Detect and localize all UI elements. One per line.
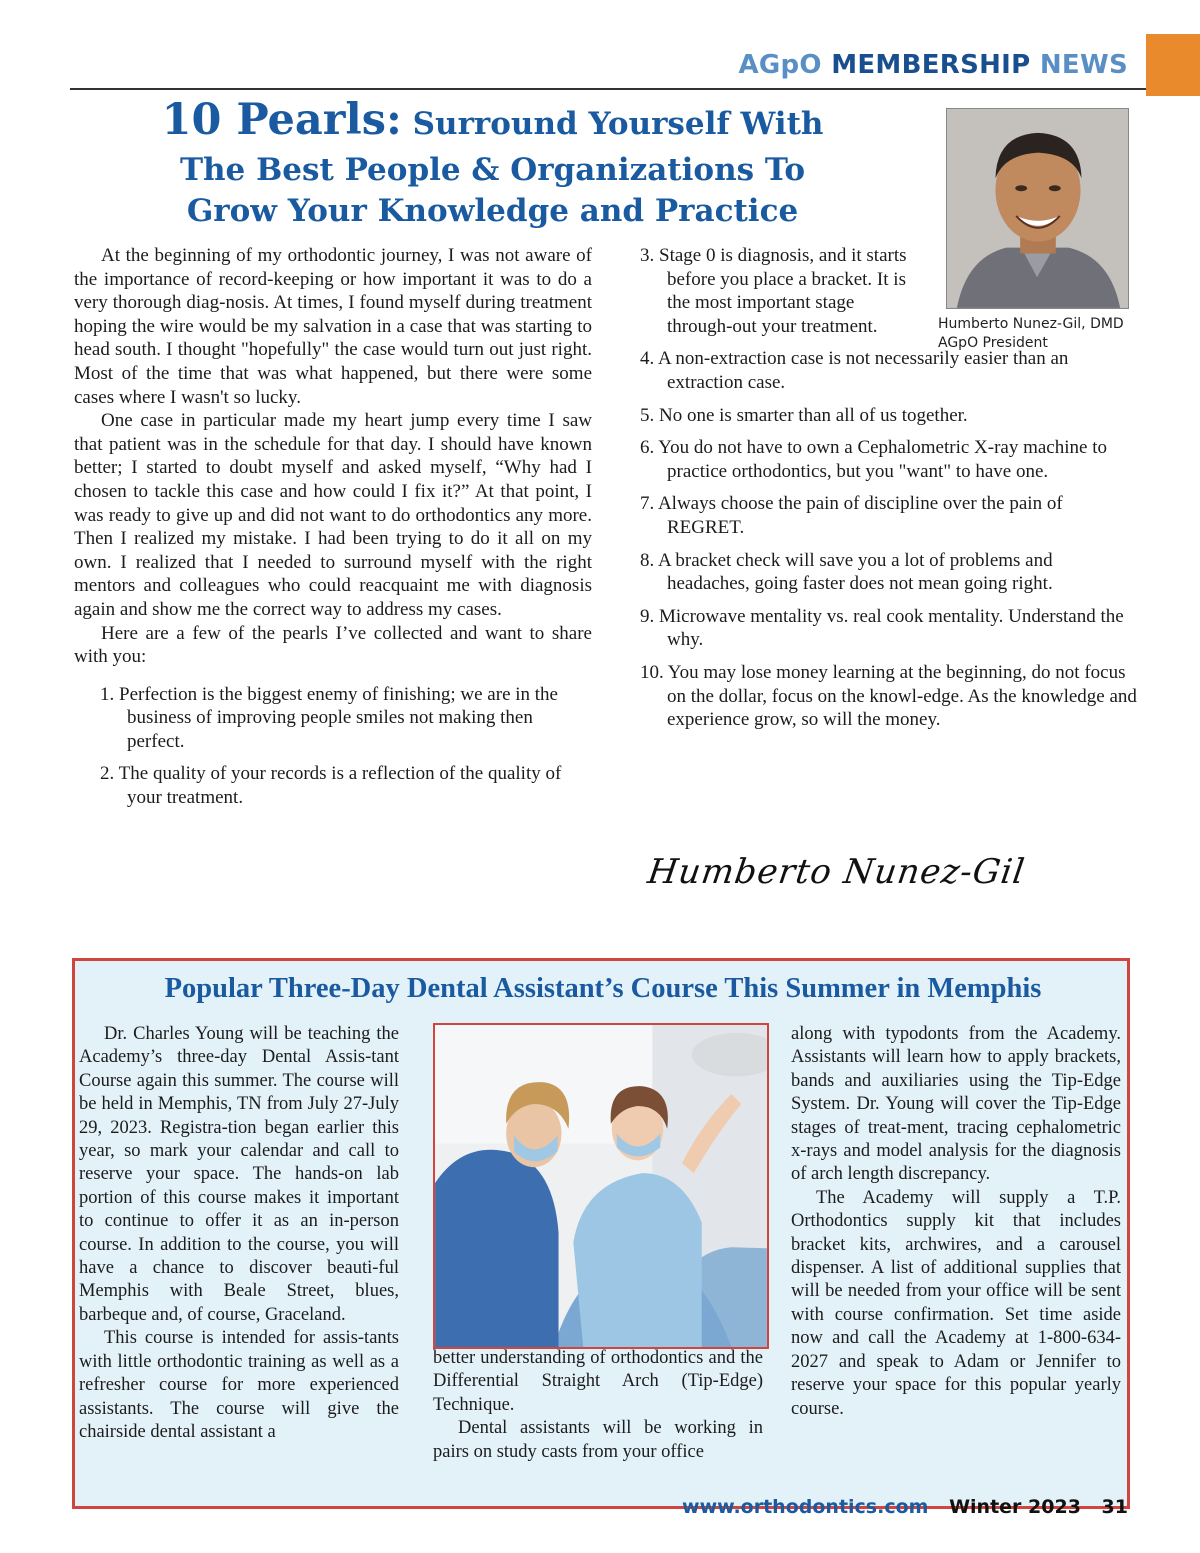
- article-paragraph: Here are a few of the pearls I’ve collected and want to share with you:: [74, 622, 592, 668]
- pearl-list-part2: [640, 244, 1138, 732]
- article-paragraph: At the beginning of my orthodontic journey, I was not aware of the importance of record-keeping or how important it was to do a very thorough diag-nosis. At times, I found myself during treatment hoping the wire would be my salvation in a case that was starting to head south. I thought "hopefully" the case would turn out just right. Most of the time that was what happened, but there were some cases where I wasn't so lucky.: [74, 245, 592, 408]
- course-announcement-box: [72, 958, 1130, 1509]
- course-column-2: [433, 1347, 763, 1464]
- pearl-item: 3. Stage 0 is diagnosis, and it starts before you place a bracket. It is the most important stage through-out your treatment.: [640, 245, 907, 337]
- section-header: [70, 50, 1128, 80]
- author-signature: Humberto Nunez-Gil: [645, 852, 1028, 892]
- pearl-item: 1. Perfection is the biggest enemy of finishing; we are in the business of improving people smiles not making then perfect.: [100, 683, 558, 752]
- caption-title: AGpO President: [938, 335, 1048, 351]
- course-paragraph: Dr. Charles Young will be teaching the Academy’s three-day Dental Assis-tant Course again this summer. The course will be held in Memphis, TN from July 27-July 29, 2023. Registra-tion began earlier this year, so mark your calendar and call to reserve your space. The hands-on lab portion of this course makes it important to continue to offer it as an in-person course. In addition to the course, you will have a chance to discover beauti-ful Memphis with Beale Street, blues, barbeque and, of course, Graceland.: [79, 1024, 399, 1325]
- course-paragraph: Dental assistants will be working in pairs on study casts from your office: [433, 1418, 763, 1462]
- course-paragraph: The Academy will supply a T.P. Orthodontics supply kit that includes bracket kits, archwires, and a carousel dispenser. A list of additional supplies that will be needed from your office will be sent with course confirmation. Set time aside now and call the Academy at 1-800-634-2027 and speak to Adam or Jennifer to reserve your space for this popular yearly course.: [791, 1187, 1121, 1419]
- article-left-column: [74, 244, 592, 819]
- article-paragraph: One case in particular made my heart jump every time I saw that patient was in the schedule for that day. I should have known better; I started to doubt myself and asked myself, “Why had I chosen to tackle this case and how could I fix it?” At that point, I was ready to give up and did not want to do orthodontics any more. Then I realized my mistake. I had been trying to do it all on my own. I realized that I needed to surround myself with the right mentors and colleagues who could reacquaint me with diagnosis again and show me the correct way to address my cases.: [74, 410, 592, 620]
- pearl-item: 9. Microwave mentality vs. real cook mentality. Understand the why.: [640, 605, 1124, 651]
- dental-assistant-photo: [433, 1023, 769, 1349]
- course-title: Popular Three-Day Dental Assistant’s Course This Summer in Memphis: [164, 973, 1042, 1004]
- header-prefix: AGpO: [738, 50, 822, 80]
- title-line2: The Best People & Organizations To: [179, 152, 806, 188]
- article-title: [70, 94, 915, 232]
- course-paragraph: This course is intended for assis-tants with little orthodontic training as well as a refresher course for more experienced assistants. The course will give the chairside dental assistant a: [79, 1328, 399, 1442]
- dental-scene-illustration: [435, 1025, 767, 1347]
- pearl-list-part1: [74, 683, 592, 810]
- pearl-item: 5. No one is smarter than all of us together.: [640, 404, 968, 426]
- page-footer: [600, 1496, 1128, 1518]
- website-link[interactable]: www.orthodontics.com: [682, 1496, 929, 1518]
- pearl-item: 2. The quality of your records is a reflection of the quality of your treatment.: [100, 763, 562, 809]
- issue-label: Winter 2023: [949, 1496, 1081, 1518]
- article-right-column: [640, 244, 1138, 741]
- title-big: 10 Pearls:: [161, 95, 402, 145]
- pearl-item: 8. A bracket check will save you a lot of problems and headaches, going faster does not mean going right.: [640, 549, 1053, 595]
- title-rest: Surround Yourself With: [412, 106, 824, 142]
- course-column-1: [79, 1023, 399, 1444]
- caption-name: Humberto Nunez-Gil, DMD: [938, 316, 1124, 332]
- pearl-item: 6. You do not have to own a Cephalometric X-ray machine to practice orthodontics, but you "want" to have one.: [640, 437, 1107, 482]
- course-column-3: [791, 1023, 1121, 1421]
- course-paragraph: along with typodonts from the Academy. Assistants will learn how to apply brackets, bands and auxiliaries using the Tip-Edge System. Dr. Young will cover the Tip-Edge stages of treat-ment, tracing cephalometric x-rays and model analysis for the diagnosis of arch length discrepancy.: [791, 1024, 1121, 1185]
- pearl-item: 7. Always choose the pain of discipline over the pain of REGRET.: [640, 493, 1063, 538]
- header-divider: [70, 88, 1146, 90]
- title-line3: Grow Your Knowledge and Practice: [186, 193, 799, 229]
- header-suffix: NEWS: [1039, 50, 1128, 80]
- pearl-item: 4. A non-extraction case is not necessarily easier than an extraction case.: [640, 348, 1069, 393]
- header-main: MEMBERSHIP: [831, 50, 1031, 80]
- course-paragraph: better understanding of orthodontics and the Differential Straight Arch (Tip-Edge) Technique.: [433, 1348, 763, 1415]
- orange-page-tab: [1146, 34, 1200, 96]
- pearl-item: 10. You may lose money learning at the beginning, do not focus on the dollar, focus on the knowl-edge. As the knowledge and experience grow, so will the money.: [640, 661, 1137, 731]
- page-number: 31: [1101, 1496, 1128, 1518]
